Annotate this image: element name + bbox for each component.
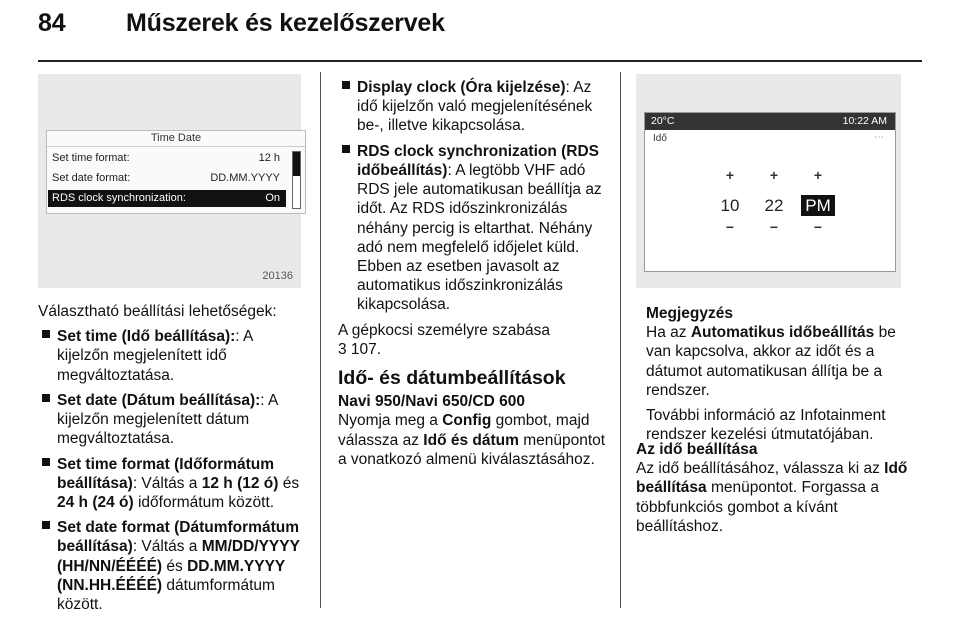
text: Nyomja meg a (338, 412, 443, 430)
bullet-marker (42, 521, 50, 529)
ampm-control (793, 167, 843, 241)
text: Ha az (646, 324, 691, 342)
term: Set time format (Időformátum beállítása) (57, 455, 275, 492)
scrollbar-thumb (293, 152, 300, 176)
description: és (162, 557, 188, 575)
minute-minus-button: − (769, 219, 779, 235)
bullet-marker (42, 330, 50, 338)
minute-value: 22 (764, 196, 784, 215)
column-2 (338, 78, 610, 475)
text: be van kapcsolva, akkor az időt és a dátumot automatikusan állítja be a rendszer. (646, 324, 896, 399)
menu-row-value: DD.MM.YYYY (210, 172, 280, 184)
term: RDS clock synchronization (RDS időbeállítás) (357, 142, 600, 179)
status-bar (645, 113, 895, 130)
page-title: Műszerek és kezelőszervek (126, 9, 445, 37)
option: 24 h (24 ó) (57, 493, 134, 511)
list-item (338, 78, 610, 136)
ampm-value (793, 189, 843, 219)
description: : A kijelzőn megjelenített idő megváltoztatása. (57, 328, 253, 384)
description: : Váltás a (132, 538, 202, 556)
hour-plus-button: + (725, 167, 735, 183)
bullet-marker (342, 81, 350, 89)
reference-text: A gépkocsi személyre szabása (338, 321, 550, 339)
bullet-marker (42, 458, 50, 466)
note-box (646, 304, 908, 451)
description: : A kijelzőn megjelenített dátum megváltoztatása. (57, 391, 278, 448)
page-header (38, 8, 445, 39)
menu-name: Idő és dátum (423, 431, 519, 449)
ampm-plus-button: + (813, 167, 823, 183)
page-number: 84 (38, 9, 66, 37)
note-text: További információ az Infotainment rendszer kezelési útmutatójában. (646, 407, 886, 444)
menu-name: Idő beállítása (636, 460, 908, 497)
menu-row-label: RDS clock synchronization: (52, 192, 186, 204)
text: menüpontot. Forgassa a többfunkciós gombot a kívánt beállításhoz. (636, 479, 879, 535)
list-item (338, 142, 610, 315)
list-item (38, 391, 308, 449)
column-divider (320, 72, 321, 608)
button-name: Config (442, 412, 492, 430)
description: és (278, 474, 300, 492)
menu-row-value: 12 h (258, 152, 280, 164)
header-rule (38, 60, 922, 62)
list-item (38, 455, 308, 513)
intro-text: Választható beállítási lehetőségek: (38, 303, 277, 320)
description: dátumformátum között. (57, 576, 275, 614)
description: : Váltás a (132, 474, 202, 492)
section-heading: Idő- és dátumbeállítások (338, 367, 566, 390)
description: : A legtöbb VHF adó RDS jele automatikusan beállítja az időt. Az RDS időszinkronizálás néhány percig is eltarthat. Néhány adó nem megfelelő időjelet küld. Ebben az esetben javasolt az automatikus időszinkronizálás kikapcsolása. (357, 161, 602, 314)
temperature-readout: 20°C (651, 115, 675, 127)
bullet-marker (42, 394, 50, 402)
text: Az idő beállításához, válassza ki az (636, 460, 885, 478)
figure-number: 20136 (262, 270, 293, 283)
hour-minus-button: − (725, 219, 735, 235)
list-item (38, 327, 308, 385)
setting-name: Automatikus időbeállítás (690, 324, 875, 342)
menu-row (48, 170, 286, 187)
menu-row-label: Set date format: (52, 172, 131, 184)
paragraph (338, 411, 610, 469)
minute-control (749, 167, 799, 241)
note-title: Megjegyzés (646, 305, 734, 322)
description: időformátum között. (133, 493, 275, 511)
clock-readout: 10:22 AM (842, 115, 887, 127)
status-icons: ⋯ (874, 132, 887, 143)
hour-value: 10 (720, 196, 740, 215)
minute-plus-button: + (769, 167, 779, 183)
subsection-heading: Navi 950/Navi 650/CD 600 (338, 393, 525, 411)
time-setting-figure (636, 74, 901, 288)
option: 12 h (12 ó) (201, 474, 279, 492)
subsection-heading: Az idő beállítása (636, 441, 758, 458)
time-date-figure (38, 74, 301, 288)
screen-title: Time Date (47, 131, 305, 147)
text: menüpontot a vonatkozó almenü kiválasztásához. (338, 431, 606, 468)
menu-row-label: Set time format: (52, 152, 130, 164)
term: Set date format (Dátumformátum beállítása) (57, 519, 299, 556)
option: MM/DD/YYYY (HH/NN/ÉÉÉÉ) (57, 538, 300, 575)
ampm-minus-button: − (813, 219, 823, 235)
column-divider (620, 72, 621, 608)
page-reference-link[interactable]: 3 107. (338, 340, 382, 358)
time-date-screen (46, 130, 306, 214)
description: : Az idő kijelzőn való megjelenítésének be-, illetve kikapcsolása. (357, 79, 593, 135)
column-1 (38, 302, 308, 620)
term: Display clock (Óra kijelzése) (357, 79, 566, 96)
note-text (646, 323, 908, 400)
bullet-marker (342, 145, 350, 153)
column-3 (636, 440, 908, 542)
term: Set time (Idő beállítása): (57, 328, 236, 346)
paragraph (636, 459, 908, 536)
scrollbar (292, 151, 301, 209)
menu-row (48, 150, 286, 167)
hour-control (705, 167, 755, 241)
cross-reference (338, 321, 610, 359)
option: DD.MM.YYYY (NN.HH.ÉÉÉÉ) (57, 557, 285, 594)
ampm-label: PM (801, 195, 835, 216)
menu-row-selected (48, 190, 286, 207)
term: Set date (Dátum beállítása): (57, 391, 261, 409)
screen-label: Idő (653, 133, 667, 144)
text: gombot, majd válassza az (338, 412, 590, 449)
time-setting-screen (644, 112, 896, 272)
menu-row-value: On (265, 192, 280, 204)
list-item (38, 518, 308, 614)
